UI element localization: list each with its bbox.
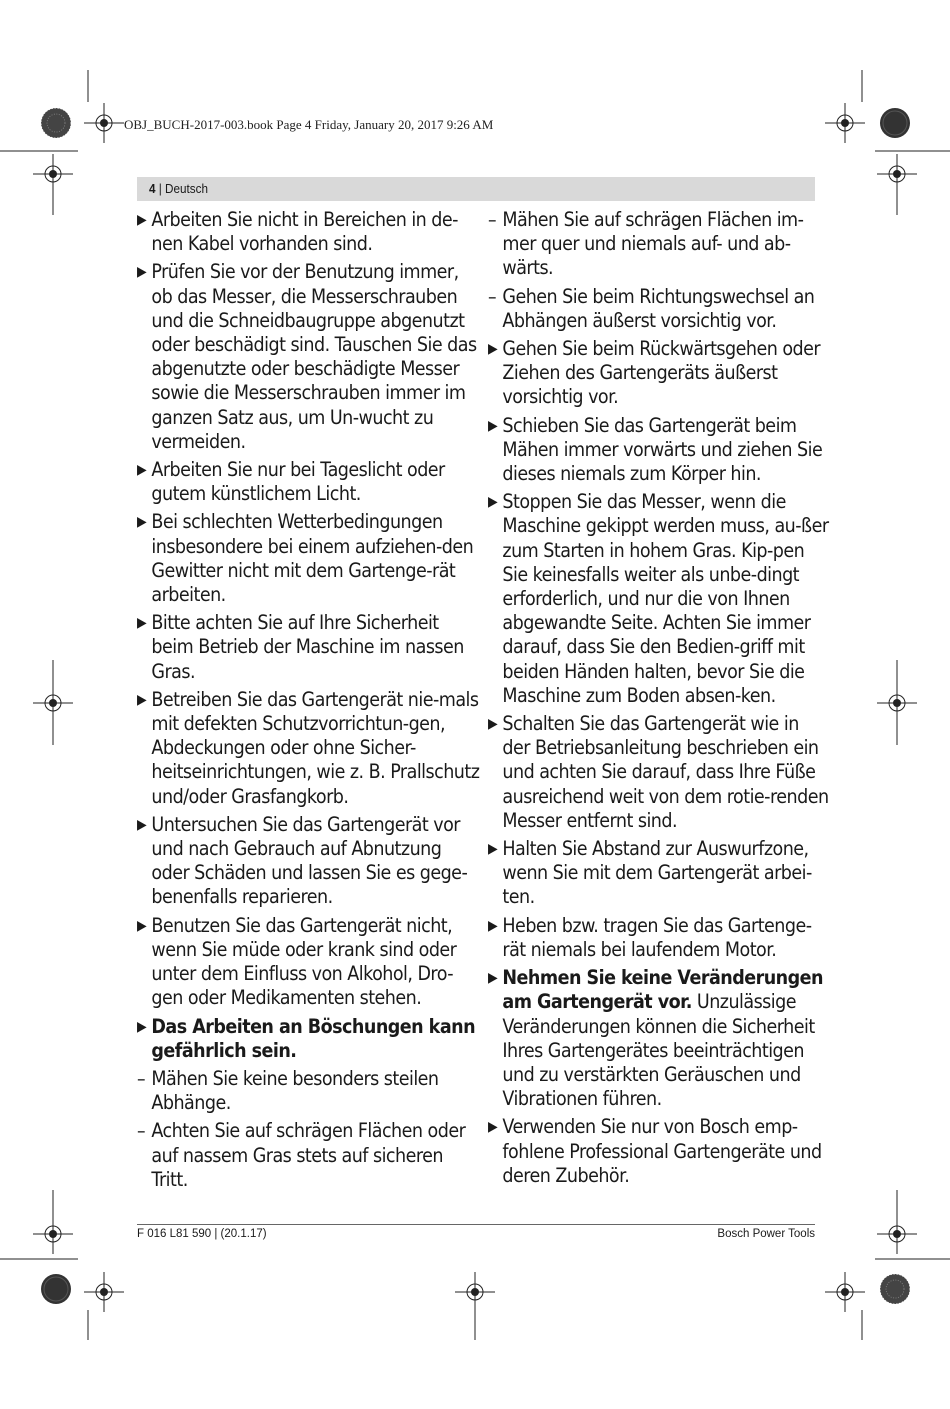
registration-cross-bottom-right	[825, 1272, 865, 1312]
triangle-bullet-icon: ▶	[137, 212, 147, 228]
registration-cross-right-top	[877, 154, 917, 194]
page-number: 4	[149, 181, 156, 196]
dash-marker: –	[137, 1120, 146, 1143]
bullet-list-item	[488, 414, 831, 487]
registration-cross-top-left	[84, 103, 124, 143]
bullet-list-item	[488, 1115, 831, 1188]
item-text: Arbeiten Sie nur bei Tageslicht oder gutem künstlichem Licht.	[151, 458, 445, 506]
dash-list-item	[137, 1119, 480, 1192]
item-text: Gehen Sie beim Richtungswechsel an Abhängen äußerst vorsichtig vor.	[502, 284, 815, 332]
triangle-bullet-icon: ▶	[488, 1119, 498, 1136]
registration-cross-right-bottom	[877, 1214, 917, 1254]
registration-dark-top-right	[880, 108, 910, 138]
triangle-bullet-icon: ▶	[488, 716, 498, 733]
registration-cross-left-middle	[33, 683, 73, 723]
triangle-bullet-icon: ▶	[137, 816, 147, 833]
registration-cross-bottom-left	[84, 1272, 124, 1312]
triangle-bullet-icon: ▶	[137, 917, 147, 934]
page-header	[137, 177, 815, 201]
triangle-bullet-icon: ▶	[488, 970, 498, 987]
item-text: Halten Sie Abstand zur Auswurfzone, wenn Sie mit dem Gartengerät arbei-ten.	[502, 837, 812, 909]
triangle-bullet-icon: ▶	[137, 1018, 147, 1035]
bullet-list-item	[137, 260, 480, 454]
bullet-list-item	[137, 1015, 480, 1063]
item-text: Arbeiten Sie nicht in Bereichen in de-nen Kabel vorhanden sind.	[151, 208, 458, 256]
item-text: Stoppen Sie das Messer, wenn die Maschine gekippt werden muss, au-ßer zum Starten in hohem Gras. Kip-pen Sie keinesfalls weiter als unbe-dingt erforderlich, und nur die von Ihnen abgewandte Seite. Achten Sie immer darauf, dass Sie den Bedien-griff mit beiden Händen halten, bevor Sie die Maschine zum Boden absen-ken.	[502, 490, 829, 707]
header-language: Deutsch	[165, 181, 208, 196]
triangle-bullet-icon: ▶	[137, 264, 147, 281]
page-header-label	[149, 181, 208, 196]
bullet-list-item	[488, 837, 831, 910]
registration-sun-bottom-right	[880, 1274, 910, 1304]
item-text: Gehen Sie beim Rückwärtsgehen oder Ziehen des Gartengeräts äußerst vorsichtig vor.	[502, 337, 821, 409]
item-bold-text: Nehmen Sie keine Veränderungen am Gartengerät vor.	[502, 966, 823, 1014]
registration-dark-bottom-left	[41, 1274, 71, 1304]
footer-rule	[137, 1224, 815, 1225]
item-bold-text: Das Arbeiten an Böschungen kann gefährlich sein.	[151, 1014, 476, 1062]
registration-cross-left-top	[33, 154, 73, 194]
item-text: Prüfen Sie vor der Benutzung immer, ob das Messer, die Messerschrauben und die Schneidbaugruppe abgenutzt oder beschädigt sind. Tauschen Sie das abgenutzte oder beschädigte Messer sowie die Messerschrauben immer im ganzen Satz aus, um Un-wucht zu vermeiden.	[151, 260, 477, 453]
item-text: Mähen Sie auf schrägen Flächen im-mer quer und niemals auf- und ab-wärts.	[502, 208, 804, 280]
print-slug: OBJ_BUCH-2017-003.book Page 4 Friday, January 20, 2017 9:26 AM	[124, 117, 494, 132]
triangle-bullet-icon: ▶	[488, 341, 498, 358]
dash-list-item	[488, 208, 831, 281]
item-text: Benutzen Sie das Gartengerät nicht, wenn Sie müde oder krank sind oder unter dem Einfluss von Alkohol, Dro-gen oder Medikamenten stehen.	[151, 913, 457, 1010]
registration-cross-bottom-center	[455, 1272, 495, 1312]
footer-document-number: F 016 L81 590 | (20.1.17)	[137, 1228, 267, 1240]
item-text: Schalten Sie das Gartengerät wie in der Betriebsanleitung beschrieben ein und achten Sie darauf, dass Ihre Füße ausreichend weit von dem rotie-renden Messer entfernt sind.	[502, 712, 829, 832]
bullet-list-item	[137, 458, 480, 506]
item-text: Untersuchen Sie das Gartengerät vor und nach Gebrauch auf Abnutzung oder Schäden und lassen Sie es gege-benenfalls reparieren.	[151, 812, 468, 909]
bullet-list-item	[488, 712, 831, 833]
bullet-list-item	[488, 966, 831, 1111]
triangle-bullet-icon: ▶	[488, 494, 498, 511]
triangle-bullet-icon: ▶	[137, 691, 147, 708]
bullet-list-item	[488, 914, 831, 962]
registration-sun-top-left	[41, 108, 71, 138]
bullet-list-item	[488, 490, 831, 708]
bullet-list-item	[137, 510, 480, 607]
dash-marker: –	[488, 285, 497, 308]
item-text: Bitte achten Sie auf Ihre Sicherheit beim Betrieb der Maschine im nassen Gras.	[151, 611, 464, 683]
triangle-bullet-icon: ▶	[488, 917, 498, 934]
triangle-bullet-icon: ▶	[488, 841, 498, 858]
left-column	[137, 208, 480, 1196]
bullet-list-item	[137, 611, 480, 684]
bullet-list-item	[488, 337, 831, 410]
triangle-bullet-icon: ▶	[137, 615, 147, 632]
triangle-bullet-icon: ▶	[137, 462, 147, 479]
registration-cross-right-middle	[877, 683, 917, 723]
item-text: Unzulässige Veränderungen können die Sicherheit Ihres Gartengerätes beeinträchtigen und zu verstärkten Geräuschen und Vibrationen führen.	[502, 990, 815, 1111]
triangle-bullet-icon: ▶	[137, 514, 147, 531]
dash-list-item	[488, 285, 831, 333]
bullet-list-item	[137, 688, 480, 809]
item-text: Mähen Sie keine besonders steilen Abhänge.	[151, 1066, 439, 1115]
bullet-list-item	[137, 914, 480, 1011]
dash-list-item	[137, 1067, 480, 1115]
registration-cross-left-bottom	[33, 1214, 73, 1254]
item-text: Bei schlechten Wetterbedingungen insbesondere bei einem aufziehen-den Gewitter nicht mit dem Gartenge-rät arbeiten.	[151, 510, 474, 607]
dash-marker: –	[137, 1067, 146, 1090]
item-text: Schieben Sie das Gartengerät beim Mähen immer vorwärts und ziehen Sie dieses niemals zum Körper hin.	[502, 413, 823, 486]
item-text: Achten Sie auf schrägen Flächen oder auf nassem Gras stets auf sicheren Tritt.	[151, 1119, 466, 1191]
item-text: Betreiben Sie das Gartengerät nie-mals mit defekten Schutzvorrichtun-gen, Abdeckungen oder ohne Sicher-heitseinrichtungen, wie z. B. Prallschutz und/oder Grasfangkorb.	[151, 687, 480, 808]
item-text: Verwenden Sie nur von Bosch emp-fohlene Professional Gartengeräte und deren Zubehör.	[502, 1115, 822, 1187]
registration-cross-top-right	[825, 103, 865, 143]
bullet-list-item	[137, 813, 480, 910]
header-separator: |	[155, 181, 166, 196]
footer-brand: Bosch Power Tools	[717, 1228, 815, 1240]
right-column	[488, 208, 829, 1192]
bullet-list-item	[137, 208, 480, 256]
triangle-bullet-icon: ▶	[488, 417, 498, 434]
item-text: Heben bzw. tragen Sie das Gartenge-rät niemals bei laufendem Motor.	[502, 913, 812, 961]
dash-marker: –	[488, 209, 497, 231]
